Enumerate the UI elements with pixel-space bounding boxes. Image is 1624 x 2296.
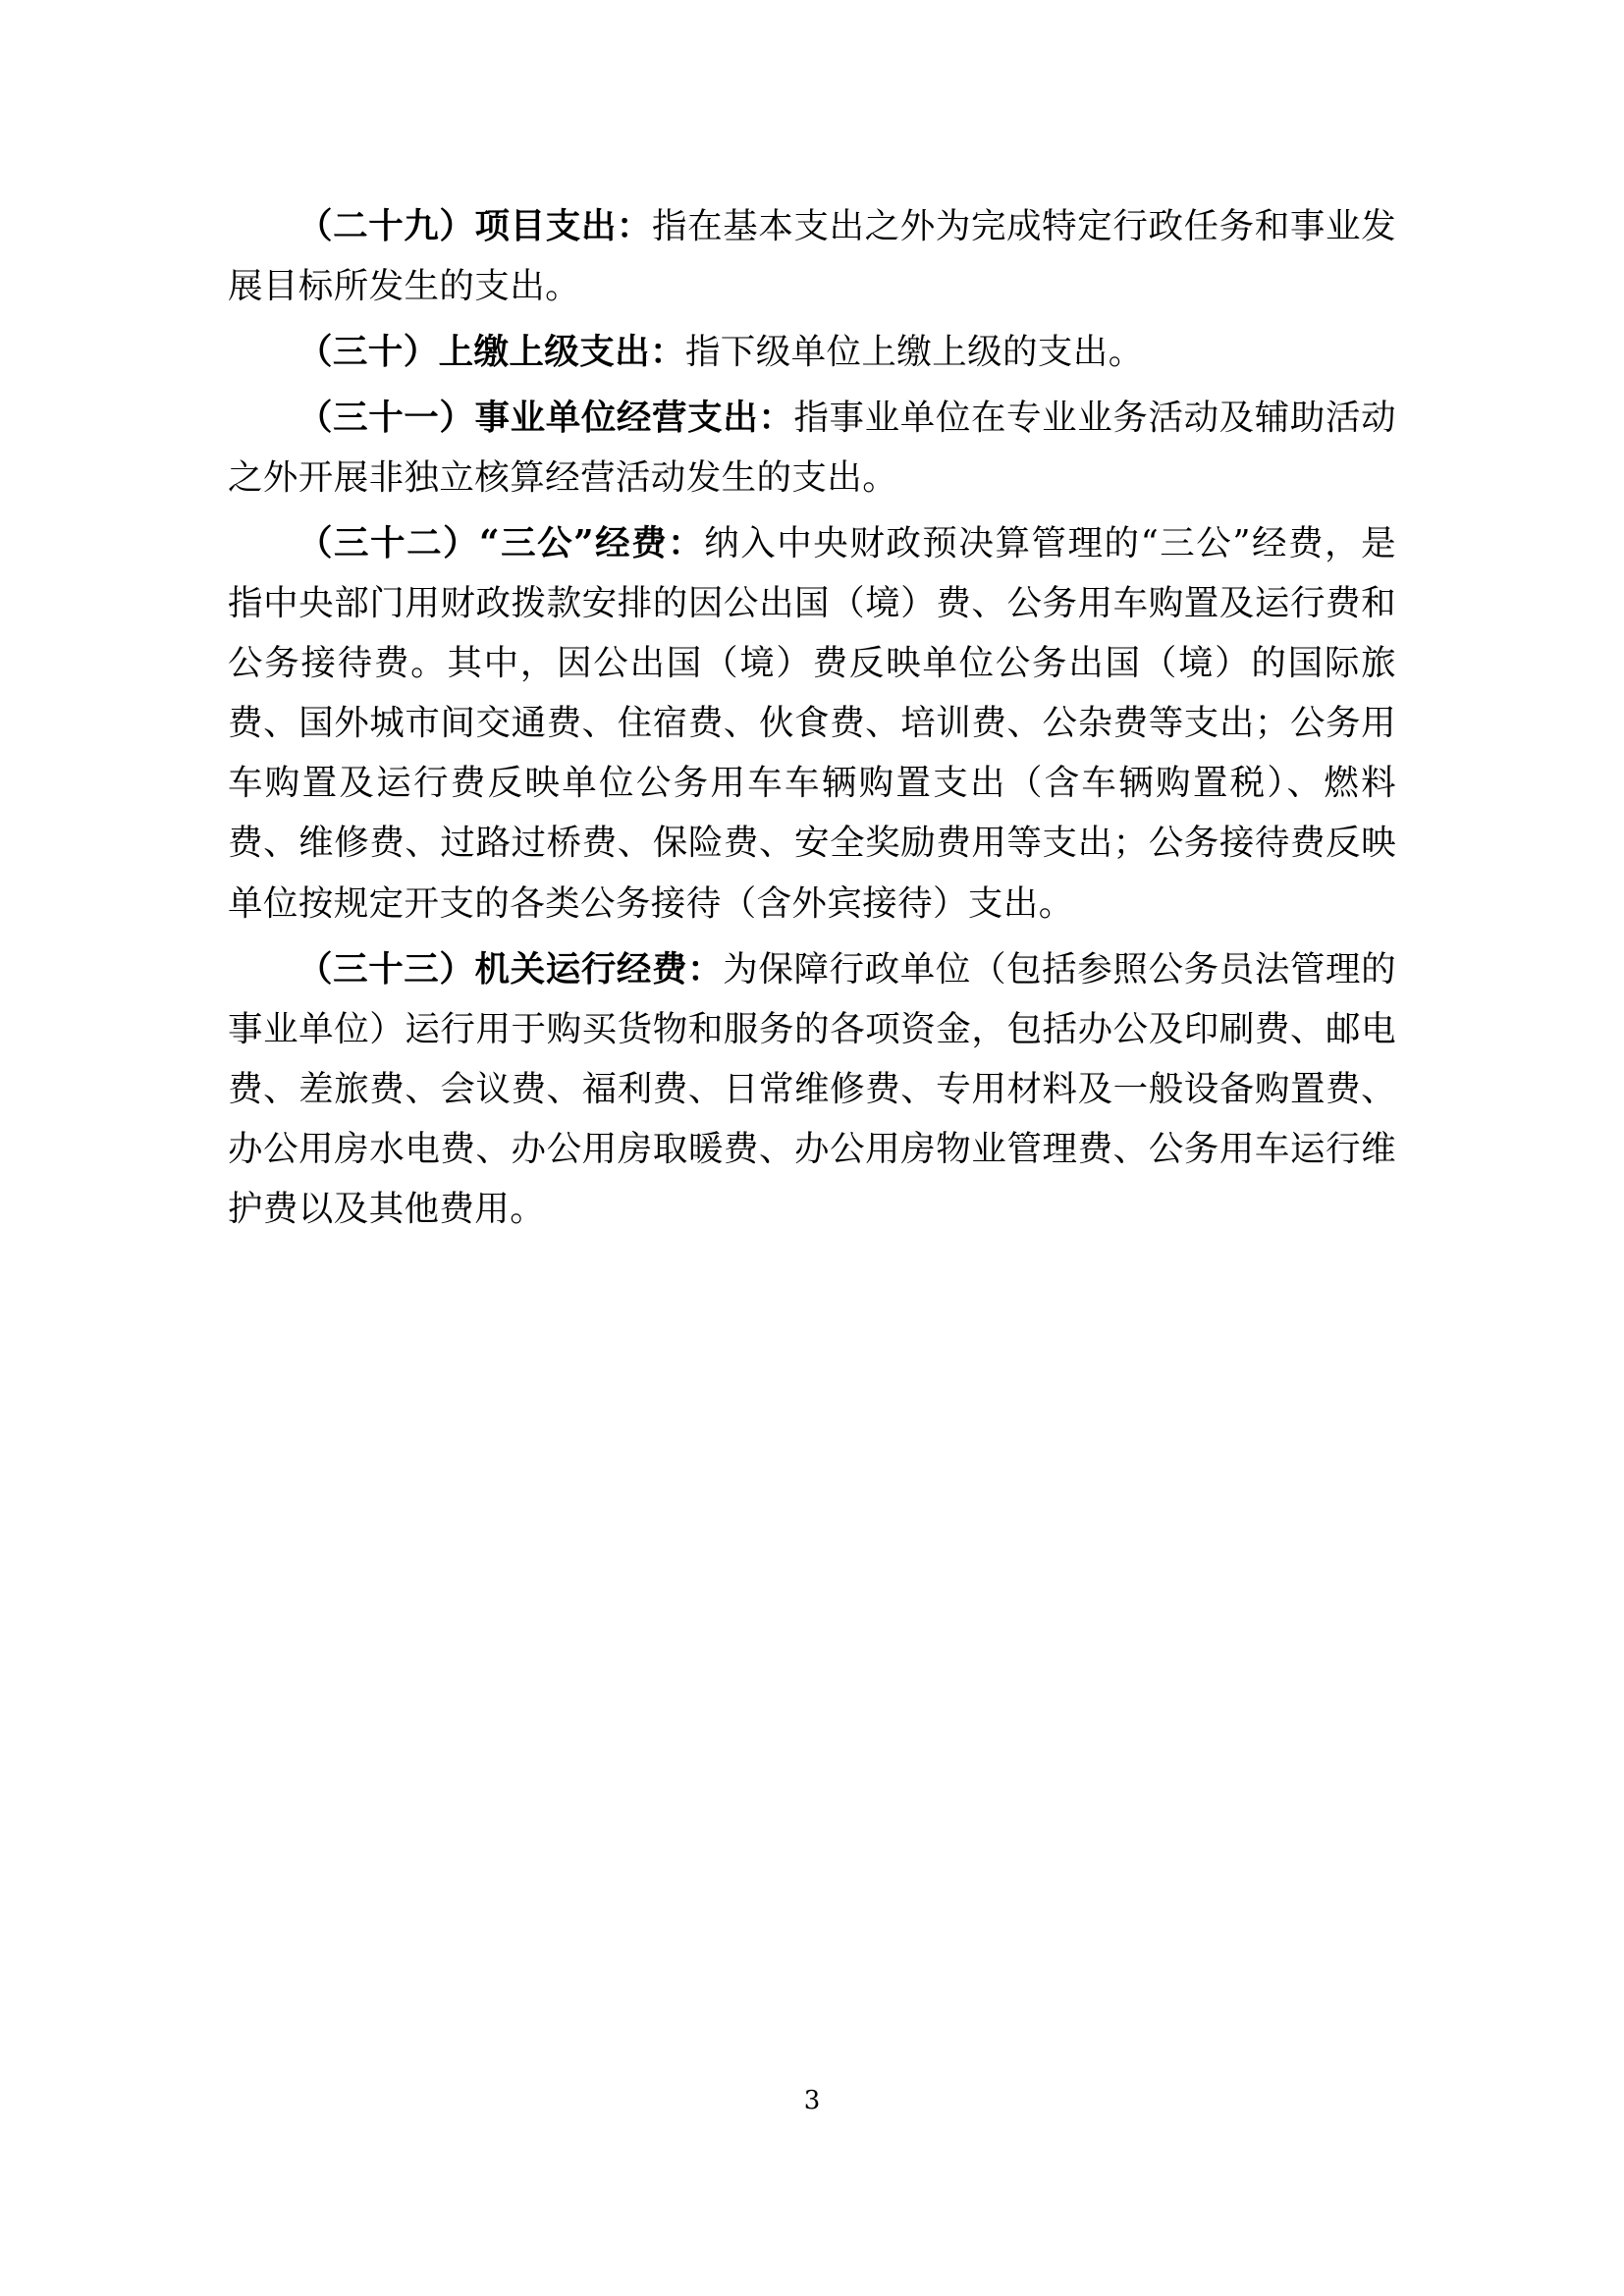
paragraph-30 [228, 322, 1396, 382]
paragraph-32 [228, 513, 1396, 933]
paragraph-31-lead: （三十一）事业单位经营支出： [298, 398, 794, 439]
paragraph-32-lead: （三十二）“三公”经费： [298, 523, 705, 564]
paragraph-29-body: 指在基本支出之外为完成特定行政任务和事业发展目标所发生的支出。 [228, 206, 1396, 307]
paragraph-31 [228, 388, 1396, 507]
page-number: 3 [803, 2086, 821, 2115]
document-body [228, 196, 1396, 1245]
paragraph-30-body: 指下级单位上缴上级的支出。 [684, 332, 1144, 373]
paragraph-33 [228, 939, 1396, 1239]
paragraph-30-lead: （三十）上缴上级支出： [298, 332, 685, 373]
paragraph-29 [228, 196, 1396, 316]
paragraph-31-body: 指事业单位在专业业务活动及辅助活动之外开展非独立核算经营活动发生的支出。 [228, 398, 1396, 499]
paragraph-29-lead: （二十九）项目支出： [298, 206, 653, 246]
paragraph-32-body: 纳入中央财政预决算管理的“三公”经费，是指中央部门用财政拨款安排的因公出国（境）费、公务用车购置及运行费和公务接待费。其中，因公出国（境）费反映单位公务出国（境）的国际旅费、国外城市间交通费、住宿费、伙食费、培训费、公杂费等支出；公务用车购置及运行费反映单位公务用车车辆购置支出（含车辆购置税）、燃料费、维修费、过路过桥费、保险费、安全奖励费用等支出；公务接待费反映单位按规定开支的各类公务接待（含外宾接待）支出。 [228, 523, 1396, 924]
paragraph-33-lead: （三十三）机关运行经费： [298, 948, 724, 989]
paragraph-33-body: 为保障行政单位（包括参照公务员法管理的事业单位）运行用于购买货物和服务的各项资金，包括办公及印刷费、邮电费、差旅费、会议费、福利费、日常维修费、专用材料及一般设备购置费、办公用房水电费、办公用房取暖费、办公用房物业管理费、公务用车运行维护费以及其他费用。 [228, 948, 1396, 1229]
